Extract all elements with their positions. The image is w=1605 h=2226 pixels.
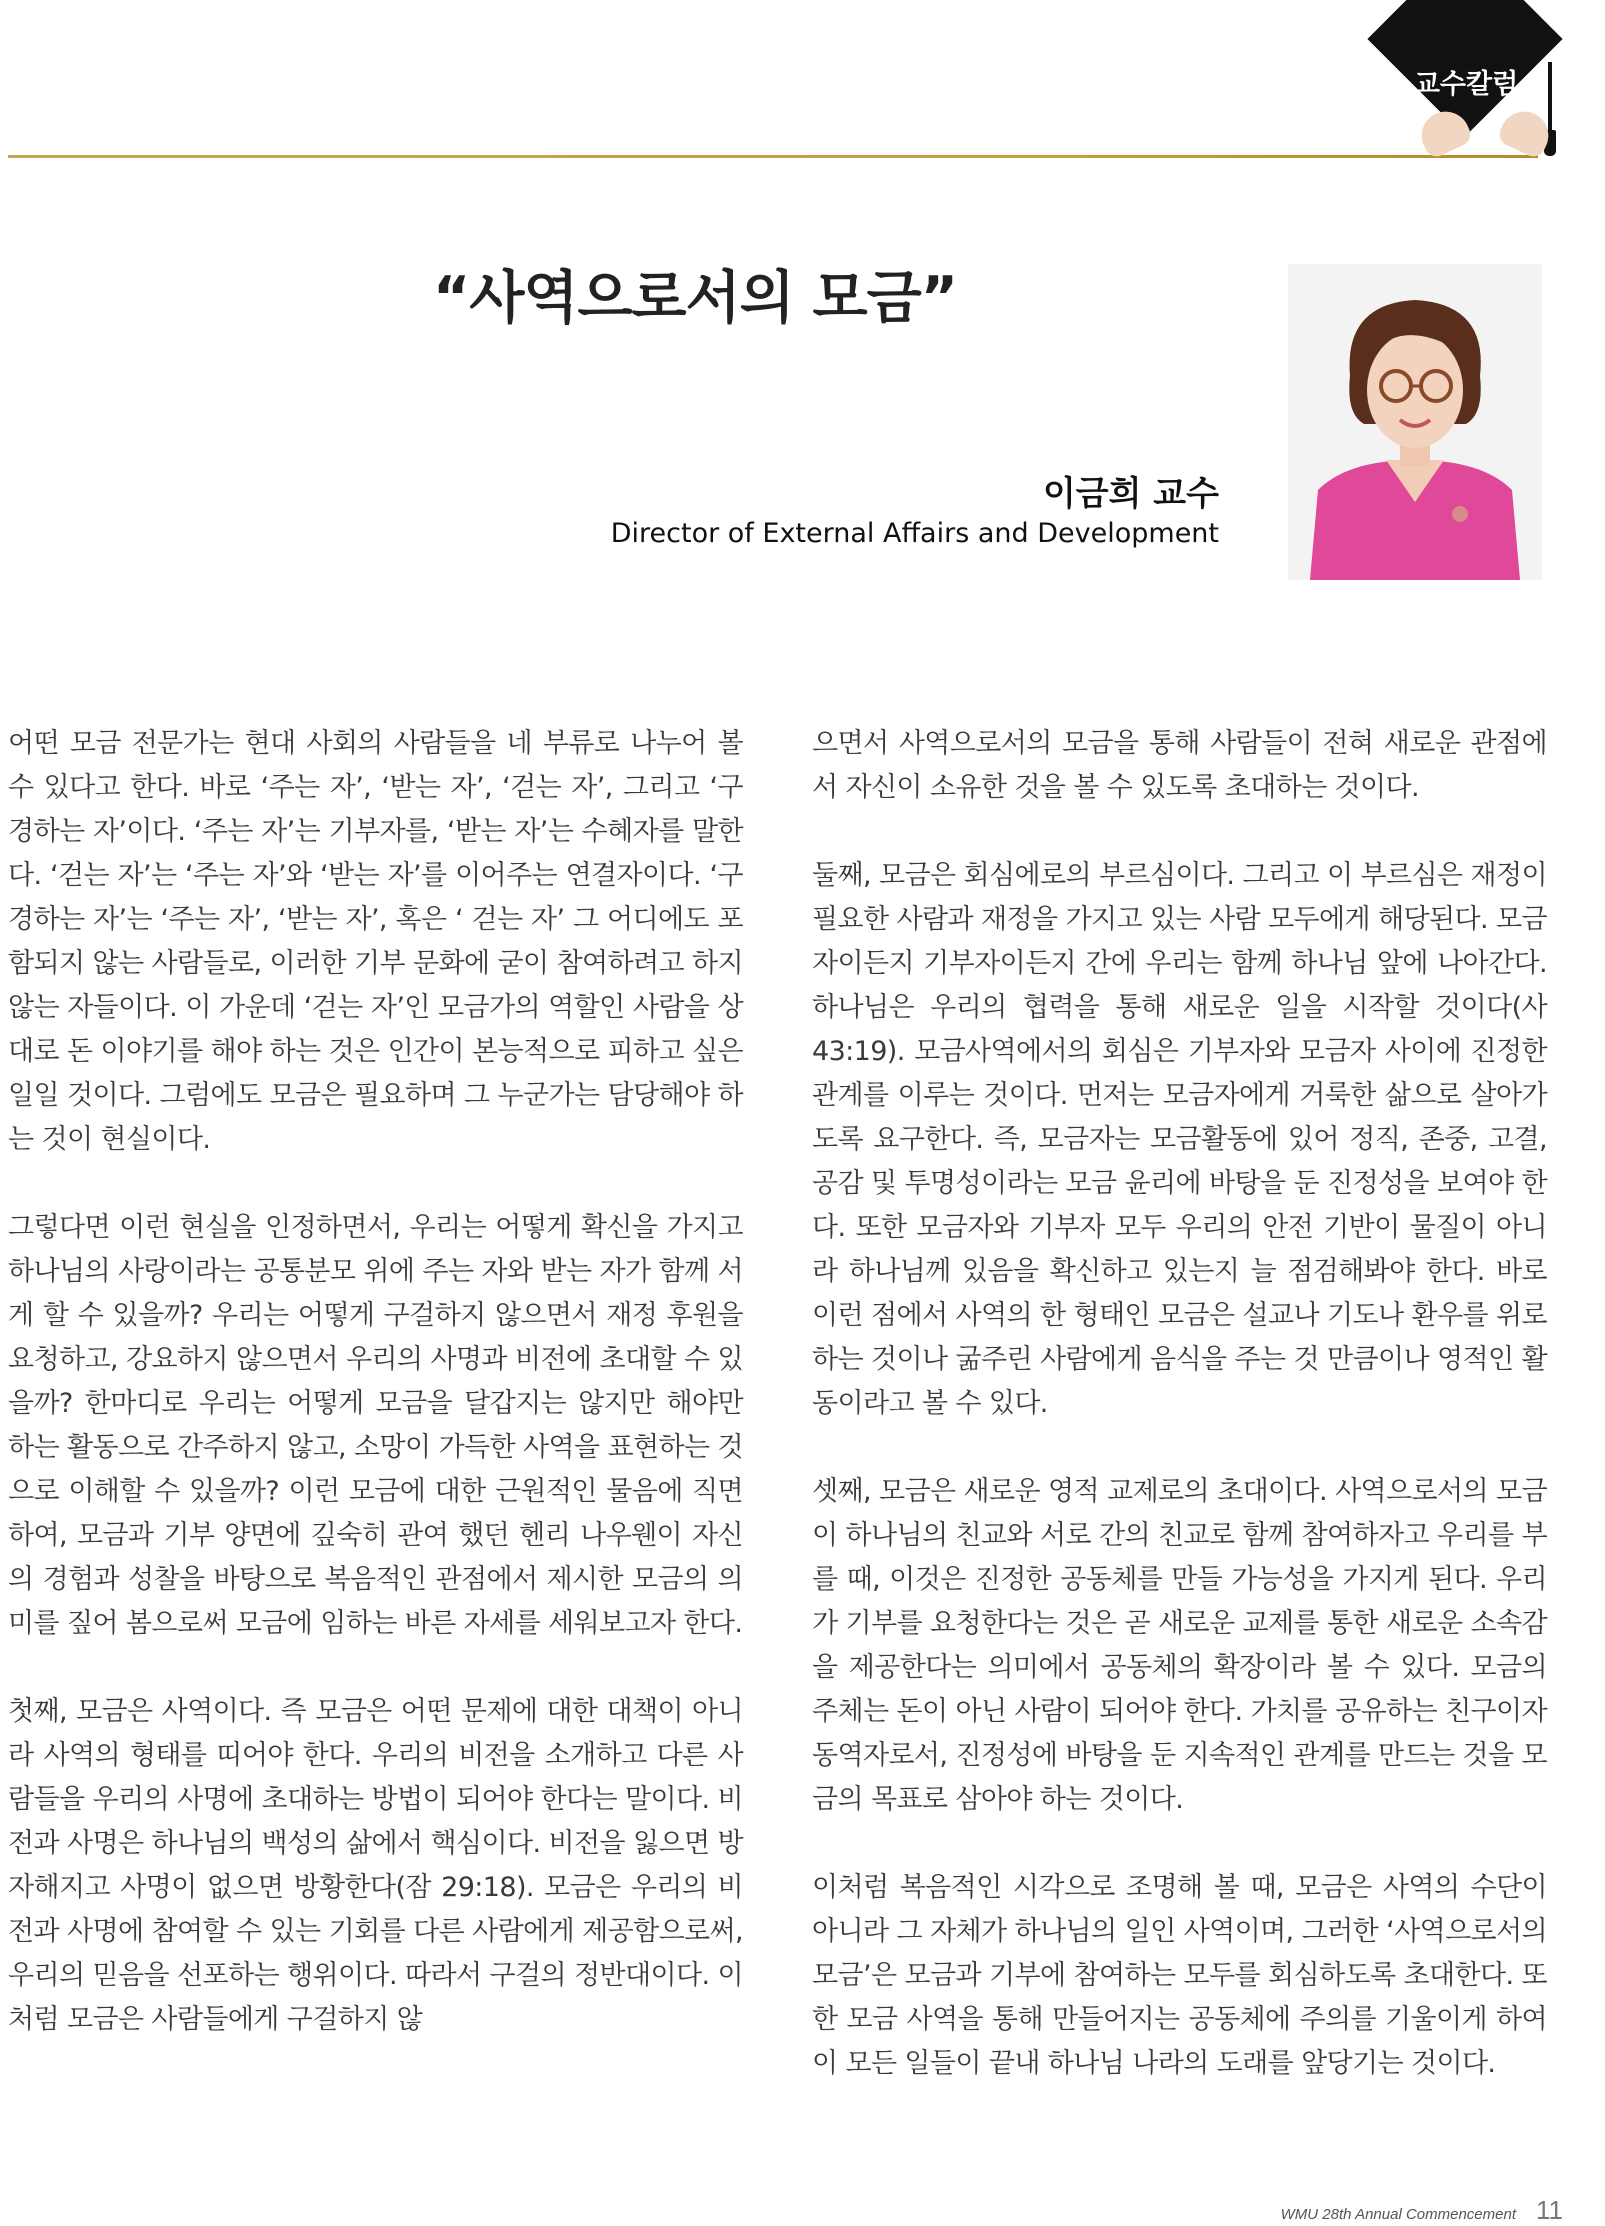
author-role: Director of External Affairs and Development <box>610 518 1219 549</box>
header-rule <box>8 155 1538 158</box>
paragraph: 이처럼 복음적인 시각으로 조명해 볼 때, 모금은 사역의 수단이 아니라 그 자체가 하나님의 일인 사역이며, 그러한 ‘사역으로서의 모금’은 모금과 기부에 참여하는 모두를 회심하도록 초대한다. 또한 모금 사역을 통해 만들어지는 공동체에 주의를 기울이게 하여 이 모든 일들이 끝내 하나님 나라의 도래를 앞당기는 것이다. <box>812 1872 1547 2079</box>
right-column <box>812 722 1547 2130</box>
paragraph: 으면서 사역으로서의 모금을 통해 사람들이 전혀 새로운 관점에서 자신이 소유한 것을 볼 수 있도록 초대하는 것이다. <box>812 728 1547 803</box>
author-portrait <box>1288 264 1542 580</box>
paragraph: 셋째, 모금은 새로운 영적 교제로의 초대이다. 사역으로서의 모금이 하나님의 친교와 서로 간의 친교로 함께 참여하자고 우리를 부를 때, 이것은 진정한 공동체를 만들 가능성을 가지게 된다. 우리가 기부를 요청한다는 것은 곧 새로운 교제를 통한 새로운 소속감을 제공한다는 의미에서 공동체의 확장이라 볼 수 있다. 모금의 주체는 돈이 아닌 사람이 되어야 한다. 가치를 공유하는 친구이자 동역자로서, 진정성에 바탕을 둔 지속적인 관계를 만드는 것을 모금의 목표로 삼아야 하는 것이다. <box>812 1476 1547 1815</box>
paragraph: 어떤 모금 전문가는 현대 사회의 사람들을 네 부류로 나누어 볼 수 있다고 한다. 바로 ‘주는 자’, ‘받는 자’, ‘걷는 자’, 그리고 ‘구경하는 자’이다. ‘주는 자’는 기부자를, ‘받는 자’는 수혜자를 말한다. ‘걷는 자’는 ‘주는 자’와 ‘받는 자’를 이어주는 연결자이다. ‘구경하는 자’는 ‘주는 자’, ‘받는 자’, 혹은 ‘ 걷는 자’ 그 어디에도 포함되지 않는 사람들로, 이러한 기부 문화에 굳이 참여하려고 하지 않는 자들이다. 이 가운데 ‘걷는 자’인 모금가의 역할인 사람을 상대로 돈 이야기를 해야 하는 것은 인간이 본능적으로 피하고 싶은 일일 것이다. 그럼에도 모금은 필요하며 그 누군가는 담당해야 하는 것이 현실이다. <box>8 728 743 1155</box>
page-number: 11 <box>1536 2195 1563 2225</box>
article-title: “사역으로서의 모금” <box>432 265 958 331</box>
section-badge <box>1382 0 1572 162</box>
left-column <box>8 722 743 2086</box>
author-name: 이금희 교수 <box>1042 474 1219 514</box>
paragraph: 그렇다면 이런 현실을 인정하면서, 우리는 어떻게 확신을 가지고 하나님의 사랑이라는 공통분모 위에 주는 자와 받는 자가 함께 서게 할 수 있을까? 우리는 어떻게 구걸하지 않으면서 재정 후원을 요청하고, 강요하지 않으면서 우리의 사명과 비전에 초대할 수 있을까? 한마디로 우리는 어떻게 모금을 달갑지는 않지만 해야만 하는 활동으로 간주하지 않고, 소망이 가득한 사역을 표현하는 것으로 이해할 수 있을까? 이런 모금에 대한 근원적인 물음에 직면하여, 모금과 기부 양면에 깊숙히 관여 했던 헨리 나우웬이 자신의 경험과 성찰을 바탕으로 복음적인 관점에서 제시한 모금의 의미를 짚어 봄으로써 모금에 임하는 바른 자세를 세워보고자 한다. <box>8 1212 743 1639</box>
publication-name: WMU 28th Annual Commencement <box>1280 2206 1516 2223</box>
paragraph: 첫째, 모금은 사역이다. 즉 모금은 어떤 문제에 대한 대책이 아니라 사역의 형태를 띠어야 한다. 우리의 비전을 소개하고 다른 사람들을 우리의 사명에 초대하는 방법이 되어야 한다는 말이다. 비전과 사명은 하나님의 백성의 삶에서 핵심이다. 비전을 잃으면 방자해지고 사명이 없으면 방황한다(잠 29:18). 모금은 우리의 비전과 사명에 참여할 수 있는 기회를 다른 사람에게 제공함으로써, 우리의 믿음을 선포하는 행위이다. 따라서 구걸의 정반대이다. 이처럼 모금은 사람들에게 구걸하지 않 <box>8 1696 743 2035</box>
section-label: 교수칼럼 <box>1413 69 1519 100</box>
portrait-illustration <box>1288 264 1542 580</box>
paragraph: 둘째, 모금은 회심에로의 부르심이다. 그리고 이 부르심은 재정이 필요한 사람과 재정을 가지고 있는 사람 모두에게 해당된다. 모금자이든지 기부자이든지 간에 우리는 함께 하나님 앞에 나아간다. 하나님은 우리의 협력을 통해 새로운 일을 시작할 것이다(사 43:19). 모금사역에서의 회심은 기부자와 모금자 사이에 진정한 관계를 이루는 것이다. 먼저는 모금자에게 거룩한 삶으로 살아가도록 요구한다. 즉, 모금자는 모금활동에 있어 정직, 존중, 고결, 공감 및 투명성이라는 모금 윤리에 바탕을 둔 진정성을 보여야 한다. 또한 모금자와 기부자 모두 우리의 안전 기반이 물질이 아니라 하나님께 있음을 확신하고 있는지 늘 점검해봐야 한다. 바로 이런 점에서 사역의 한 형태인 모금은 설교나 기도나 환우를 위로하는 것이나 굶주린 사람에게 음식을 주는 것 만큼이나 영적인 활동이라고 볼 수 있다. <box>812 860 1547 1419</box>
